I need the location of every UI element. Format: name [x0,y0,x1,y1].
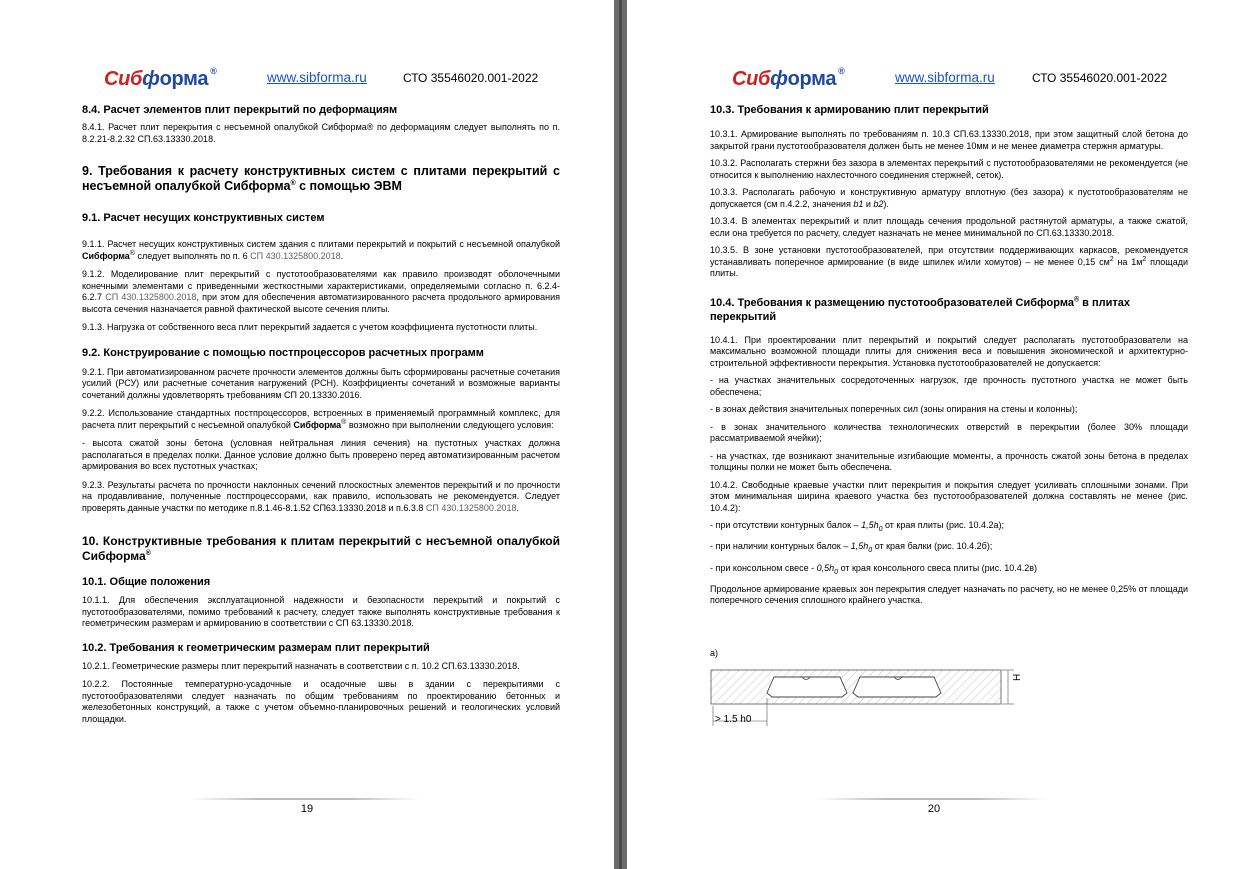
section-heading-10-2: 10.2. Требования к геометрическим размерам плит перекрытий [82,641,430,654]
paragraph-10-2-1: 10.2.1. Геометрические размеры плит перекрытий назначать в соответствии с п. 10.2 СП.63.13330.2018. [82,660,520,671]
document-code: СТО 35546020.001-2022 [403,71,539,85]
document-code: СТО 35546020.001-2022 [1032,71,1168,85]
site-link[interactable]: www.sibforma.ru [895,70,995,85]
paragraph-10-2-2: 10.2.2. Постоянные температурно-усадочные и осадочные швы в здании с перекрытиями с пустотообразователями следует назначать по общим требованиям по проектированию бетонных и железобетонных конструкций, а также с учетом объемно-планировочных решений и геологических условий площадки. [82,679,560,724]
page-number: 19 [300,803,314,815]
page-number: 20 [927,803,941,815]
dimension-h-label: H [1012,673,1023,681]
paragraph-longitudinal-reinforcement: Продольное армирование краевых зон перекрытия следует назначать по расчету, но не менее 0,25% от площади поперечного сечения сплошного крайнего участка. [710,583,1188,606]
section-heading-8-4: 8.4. Расчет элементов плит перекрытий по деформациям [82,104,398,116]
paragraph-9-1-1: 9.1.1. Расчет несущих конструктивных систем здания с плитами перекрытий и покрытий с несъемной опалубкой Сибформа® следует выполнять по п. 6 СП 430.1325800.2018. [82,239,560,261]
figure-label: а) [710,648,719,658]
list-item: - при наличии контурных балок – $1,5h_0$ от края балки (рис. 10.4.2б); [710,541,993,555]
paragraph-10-3-4: 10.3.4. В элементах перекрытий и плит площадь сечения продольной растянутой арматуры, а также сжатой, если она требуется по расчету, следует назначать не менее минимальной по СП.63.13330.2018. [710,216,1188,238]
paragraph-9-2-1: 9.2.1. При автоматизированном расчете прочности элементов должны быть сформированы расчетные сочетания усилий (РСУ) или расчетные сочетания нагружений (РСН). Коэффициенты сочетаний и возможные варианты сочетаний должны удовлетворять требованиям СП 20.13330.2016. [82,366,560,400]
paragraph-10-4-1: 10.4.1. При проектировании плит перекрытий и покрытий следует располагать пустотообразователи на максимально возможной площади плиты для снижения веса и повышения экономической и архитектурно-строительной эффективности перекрытия. Установка пустотообразователей не допускается: [710,334,1188,368]
page-header [0,68,614,90]
list-item-9-2-2: - высота сжатой зоны бетона (условная нейтральная линия сечения) на пустотных участках должна располагаться в пределах полки. Данное условие должно быть проверено перед автоматизированным расчетом армирования во всех пустотных участках; [82,438,560,471]
section-heading-9-1: 9.1. Расчет несущих конструктивных систем [82,212,325,224]
dimension-edge-label: > 1.5 h0 [715,714,752,725]
sibforma-logo: Сибформа ® [104,66,217,90]
section-heading-9-2: 9.2. Конструирование с помощью постпроцессоров расчетных программ [82,346,484,359]
paragraph-8-4-1: 8.4.1. Расчет плит перекрытия с несъемной опалубкой Сибформа® по деформациям следует выполнять по п. 8.2.21-8.2.32 СП.63.13330.2018. [82,122,560,144]
site-link[interactable]: www.sibforma.ru [267,70,367,85]
page-content [710,103,1188,607]
footer-rule [817,798,1047,800]
section-heading-10: 10. Конструктивные требования к плитам перекрытий с несъемной опалубкой Сибформа® [82,534,560,563]
page-header [627,68,1241,90]
page-content [82,103,560,725]
paragraph-10-3-5: 10.3.5. В зоне установки пустотообразователей, при отсутствии поддерживающих каркасов, рекомендуется устанавливать поперечное армирование (в виде шпилек и/или хомутов) – не менее 0,15 $см^2$ на $1м^2$ площади плиты. [710,245,1188,278]
paragraph-9-2-3: 9.2.3. Результаты расчета по прочности наклонных сечений плоскостных элементов перекрытий и по прочности на продавливание, полученные постпроцессорами, как правило, использовать не рекомендуется. Следует проверять данные участки по методике п.8.1.46-8.1.52 СП63.13330.2018 и п.6.3.8 СП 430.1325800.2018. [82,479,560,513]
paragraph-10-3-2: 10.3.2. Располагать стержни без зазора в элементах перекрытий с пустотообразователями не рекомендуется (не относится к выполнению нахлесточного соединения стержней, сеток). [710,158,1188,180]
figure-10-4-2a [710,648,1030,738]
document-page-right [627,0,1241,869]
list-item: - на участках значительных сосредоточенных нагрузок, где прочность пустотного участка не может быть обеспечена; [710,375,1188,397]
section-heading-10-4: 10.4. Требования к размещению пустотообразователей Сибформа® в плитах перекрытий [710,295,1131,323]
section-heading-9: 9. Требования к расчету конструктивных систем с плитами перекрытий с несъемной опалубкой Сибформа® с помощью ЭВМ [82,164,560,193]
slab-section-drawing [710,648,1030,738]
document-page-left [0,0,614,869]
footer-rule [190,798,420,800]
list-item: - при отсутствии контурных балок – $1,5h_0$ от края плиты (рис. 10.4.2а); [710,520,1005,533]
paragraph-10-1-1: 10.1.1. Для обеспечения эксплуатационной надежности и безопасности перекрытий и покрытий с пустотообразователями, помимо требований к расчету, следует также выполнять конструктивные требования к геометрическим размерам и армированию в соответствии с СП 63.13330.2018. [82,595,560,628]
paragraph-10-4-2: 10.4.2. Свободные краевые участки плит перекрытия и покрытия следует усиливать сплошными зонами. При этом минимальная ширина краевого участка без пустотообразователей должна составлять не менее (рис. 10.4.2): [710,479,1188,513]
paragraph-10-3-3: 10.3.3. Располагать рабочую и конструктивную арматуру вплотную (без зазора) к пустотообразователям не допускается (см п.4.2.2, значения b1 и b2). [710,187,1188,209]
sibforma-logo: Сибформа ® [732,66,845,90]
paragraph-9-1-3: 9.1.3. Нагрузка от собственного веса плит перекрытий задается с учетом коэффициента пустотности плиты. [82,322,538,332]
page-divider [614,0,627,869]
paragraph-9-1-2: 9.1.2. Моделирование плит перекрытий с пустотообразователями как правило производят оболочечными конечными элементами с приведенными жесткостными характеристиками, определяемыми согласно п. 6.2.4-6.2.7 СП 430.1325800.2018, при этом для обеспечения автоматизированного расчета продольного армирования высота сечения назначается равной фактической высоте сечения плиты. [82,269,560,314]
paragraph-9-2-2: 9.2.2. Использование стандартных постпроцессоров, встроенных в применяемый программный комплекс, для расчета плит перекрытий с несъемной опалубкой Сибформа® возможно при выполнении следующего условия: [82,408,560,430]
paragraph-10-3-1: 10.3.1. Армирование выполнять по требованиям п. 10.3 СП.63.13330.2018, при этом защитный слой бетона до закрытой грани пустотообразователя должен быть не менее 10мм и не менее диаметра стержня арматуры. [710,129,1188,151]
list-item: - в зонах действия значительных поперечных сил (зоны опирания на стены и колонны); [710,404,1078,414]
list-item: - на участках, где возникают значительные изгибающие моменты, а прочность сжатой зоны бетона в пределах толщины полки не может быть обеспечена. [710,450,1188,472]
section-heading-10-3: 10.3. Требования к армированию плит перекрытий [710,104,989,116]
section-heading-10-1: 10.1. Общие положения [82,576,211,588]
list-item: - в зонах значительного количества технологических отверстий в перекрытии (более 30% площади рассматриваемой ячейки); [710,421,1188,443]
list-item: - при консольном свесе - $0,5h_0$ от края консольного свеса плиты (рис. 10.4.2в) [710,562,1038,576]
